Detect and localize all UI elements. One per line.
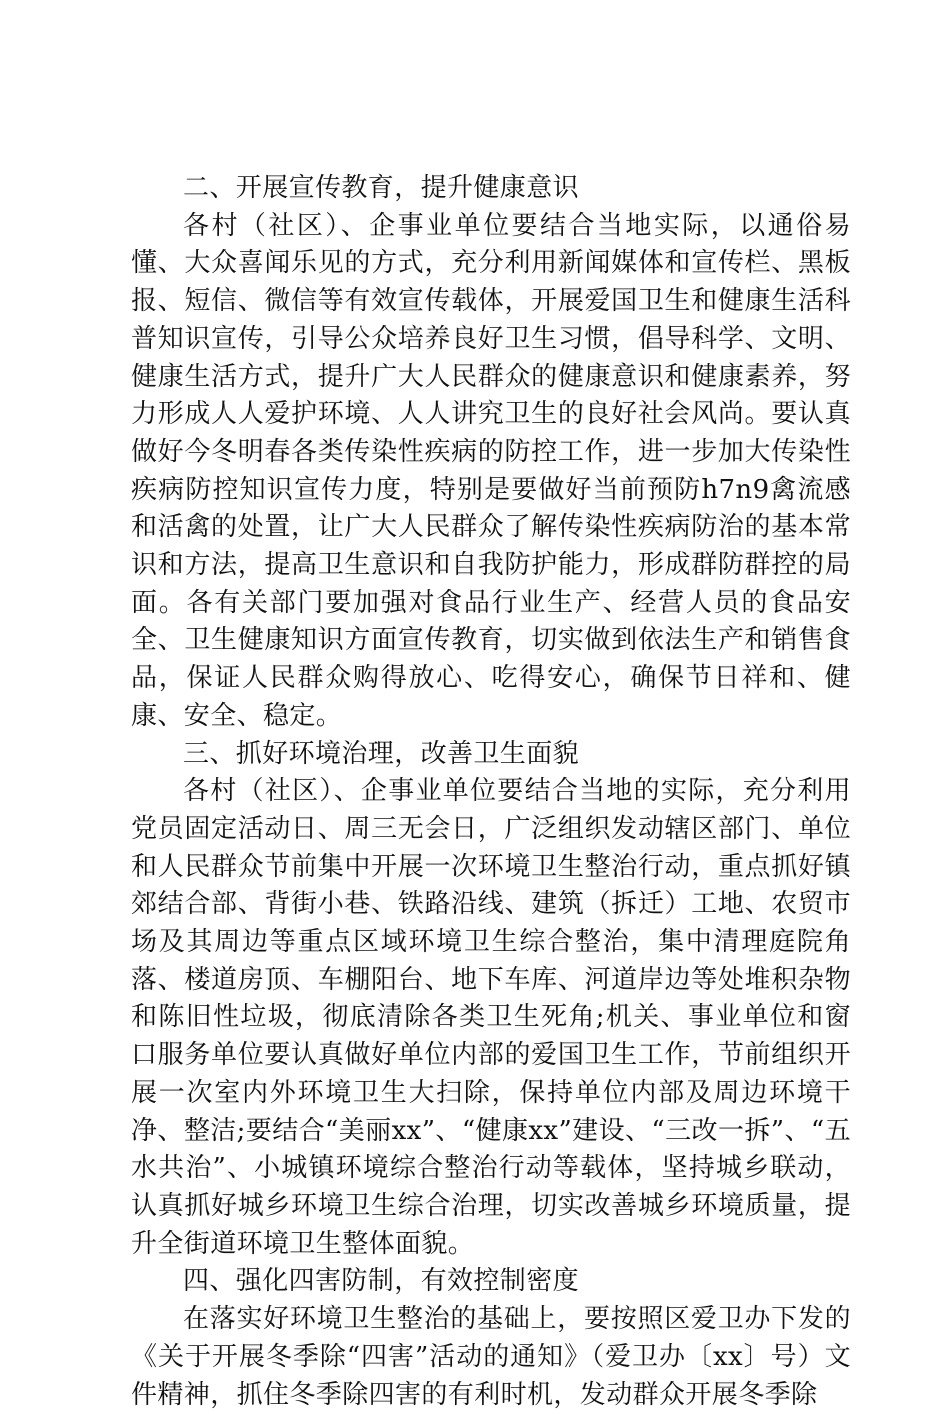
document-body	[131, 170, 851, 1414]
section-body-2: 各村（社区）、企事业单位要结合当地实际，以通俗易懂、大众喜闻乐见的方式，充分利用新闻媒体和宣传栏、黑板报、短信、微信等有效宣传载体，开展爱国卫生和健康生活科普知识宣传，引导公众培养良好卫生习惯，倡导科学、文明、健康生活方式，提升广大人民群众的健康意识和健康素养，努力形成人人爱护环境、人人讲究卫生的良好社会风尚。要认真做好今冬明春各类传染性疾病的防控工作，进一步加大传染性疾病防控知识宣传力度，特别是要做好当前预防h7n9禽流感和活禽的处置，让广大人民群众了解传染性疾病防治的基本常识和方法，提高卫生意识和自我防护能力，形成群防群控的局面。各有关部门要加强对食品行业生产、经营人员的食品安全、卫生健康知识方面宣传教育，切实做到依法生产和销售食品，保证人民群众购得放心、吃得安心，确保节日祥和、健康、安全、稳定。	[131, 210, 851, 731]
section-body-4: 在落实好环境卫生整治的基础上，要按照区爱卫办下发的《关于开展冬季除“四害”活动的通知》（爱卫办〔xx〕号）文件精神，抓住冬季除四害的有利时机，发动群众开展冬季除	[131, 1304, 851, 1410]
section-body-3: 各村（社区）、企事业单位要结合当地的实际，充分利用党员固定活动日、周三无会日，广泛组织发动辖区部门、单位和人民群众节前集中开展一次环境卫生整治行动，重点抓好镇郊结合部、背街小巷、铁路沿线、建筑（拆迁）工地、农贸市场及其周边等重点区域环境卫生综合整治，集中清理庭院角落、楼道房顶、车棚阳台、地下车库、河道岸边等处堆积杂物和陈旧性垃圾，彻底清除各类卫生死角;机关、事业单位和窗口服务单位要认真做好单位内部的爱国卫生工作，节前组织开展一次室内外环境卫生大扫除，保持单位内部及周边环境干净、整洁;要结合“美丽xx”、“健康xx”建设、“三改一拆”、“五水共治”、小城镇环境综合整治行动等载体，坚持城乡联动，认真抓好城乡环境卫生综合治理，切实改善城乡环境质量，提升全街道环境卫生整体面貌。	[131, 776, 851, 1259]
section-heading-2: 二、开展宣传教育，提升健康意识	[183, 173, 580, 203]
section-heading-3: 三、抓好环境治理，改善卫生面貌	[183, 738, 580, 769]
section-heading-4: 四、强化四害防制，有效控制密度	[183, 1266, 580, 1297]
